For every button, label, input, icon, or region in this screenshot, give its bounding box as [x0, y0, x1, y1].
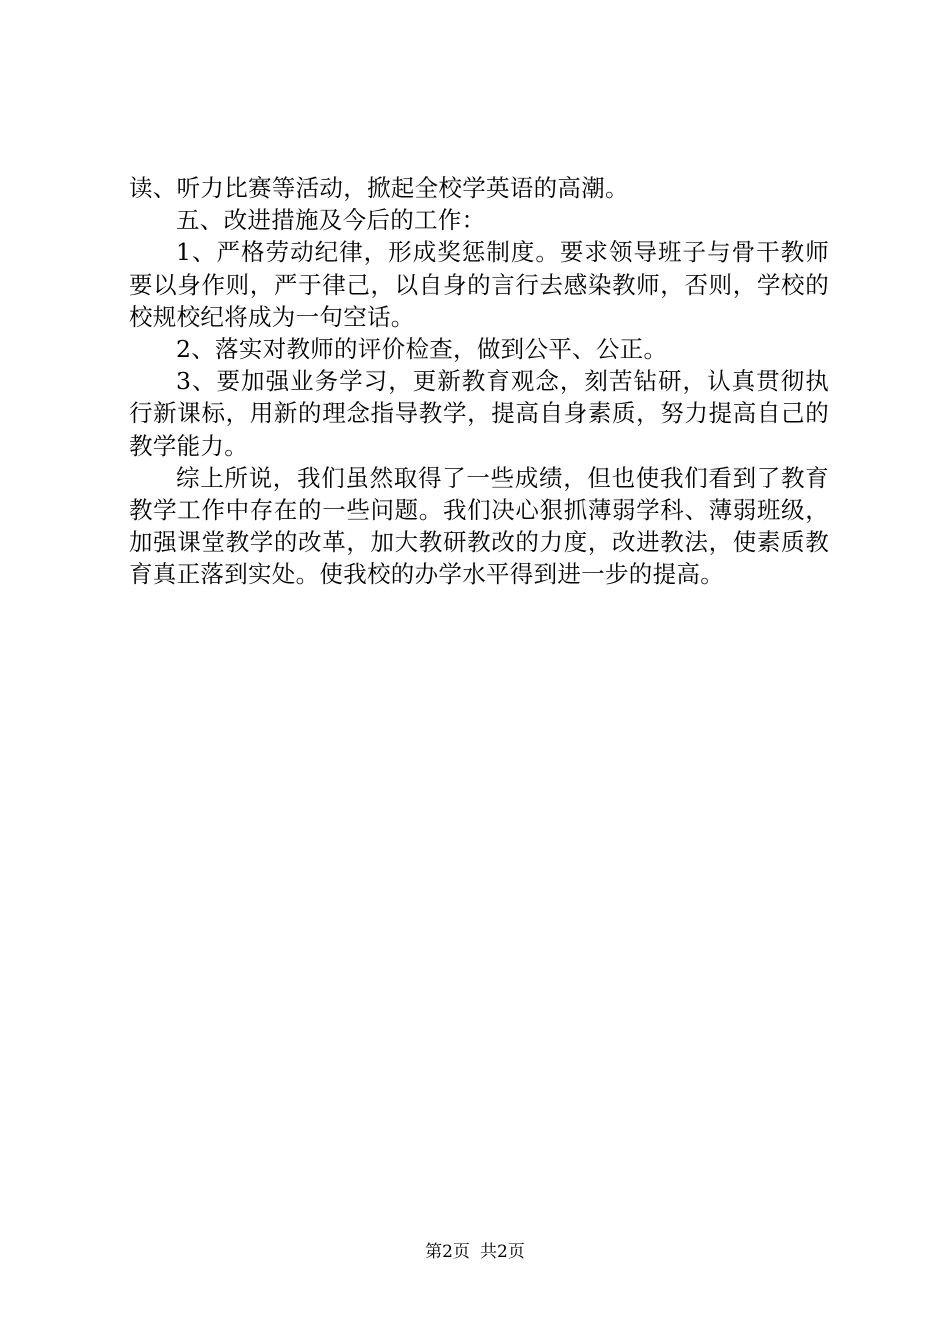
page-footer — [0, 1241, 950, 1263]
paragraph-item-1: 1、严格劳动纪律，形成奖惩制度。要求领导班子与骨干教师要以身作则，严于律己，以自身的言行去感染教师，否则，学校的校规校纪将成为一句空话。 — [129, 238, 829, 331]
paragraph-item-3: 3、要加强业务学习，更新教育观念，刻苦钻研，认真贯彻执行新课标，用新的理念指导教学，提高自身素质，努力提高自己的教学能力。 — [129, 367, 829, 460]
paragraph-summary: 综上所说，我们虽然取得了一些成绩，但也使我们看到了教育教学工作中存在的一些问题。我们决心狠抓薄弱学科、薄弱班级，加强课堂教学的改革，加大教研教改的力度，改进教法，使素质教育真正落到实处。使我校的办学水平得到进一步的提高。 — [129, 463, 829, 589]
page-total: 共2页 — [480, 1242, 525, 1262]
paragraph-item-2: 2、落实对教师的评价检查，做到公平、公正。 — [176, 335, 668, 364]
document-body — [129, 172, 829, 591]
paragraph-continuation: 读、听力比赛等活动，掀起全校学英语的高潮。 — [129, 174, 629, 202]
section-heading-improvements: 五、改进措施及今后的工作： — [176, 206, 486, 235]
page-number: 第2页 — [425, 1242, 470, 1262]
